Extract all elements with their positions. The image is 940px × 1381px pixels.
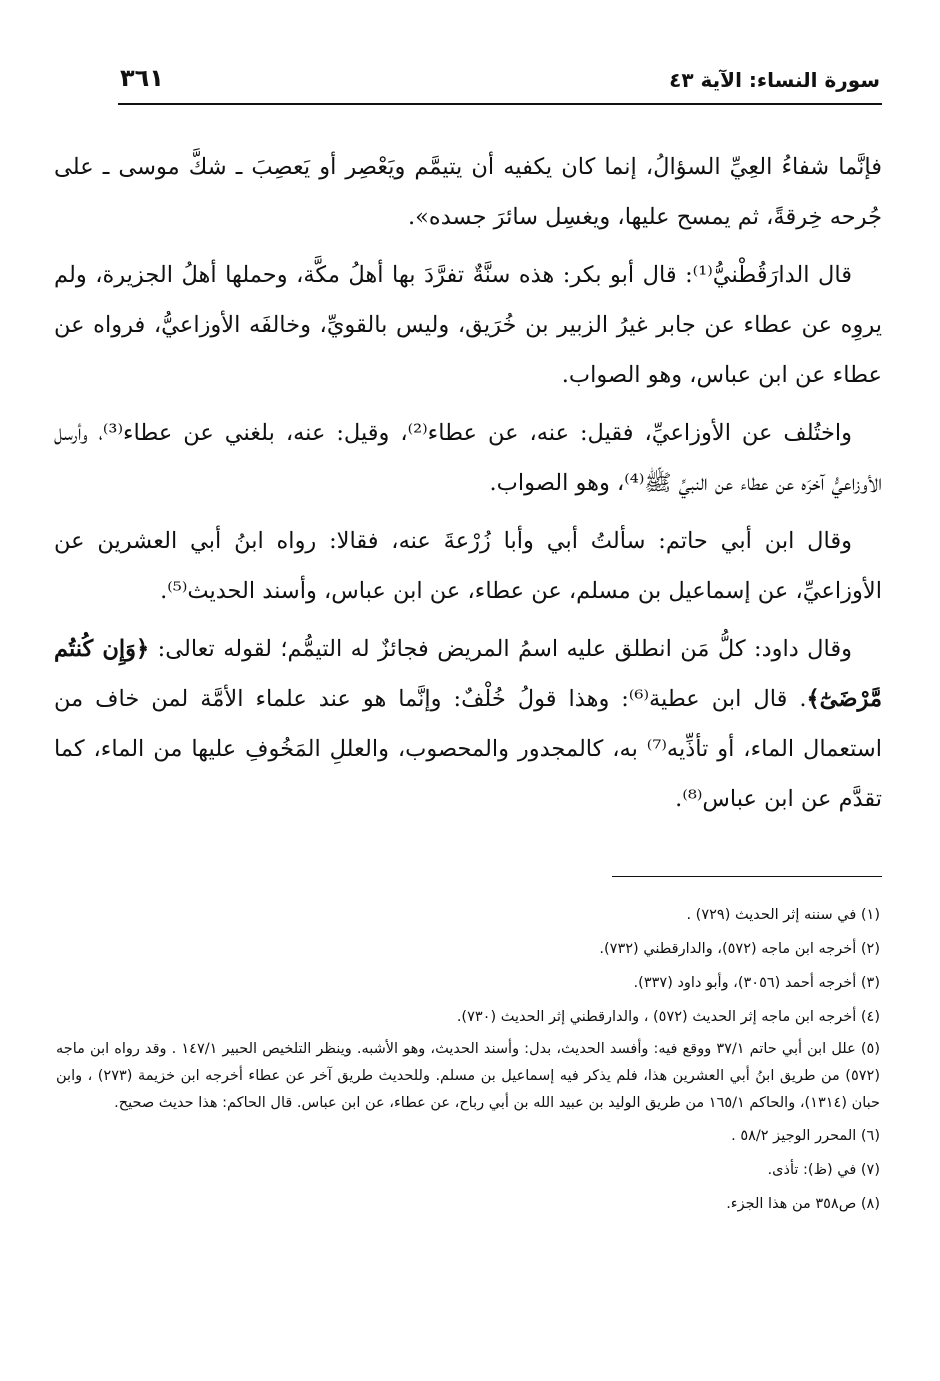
paragraph-4: وقال ابن أبي حاتم: سألتُ أبي وأبا زُرْعةَ عنه، فقالا: رواه ابنُ أبي العشرين عن الأوزاعيِّ، عن إسماعيل بن مسلم، عن عطاء، عن ابن عباس، وأسند الحديث⁽⁵⁾. xyxy=(54,528,882,604)
footnotes xyxy=(56,900,880,1223)
paragraph-1: فإنَّما شفاءُ العِيِّ السؤالُ، إنما كان يكفيه أن يتيمَّم ويَعْصِر أو يَعصِبَ ـ شكَّ موسى ـ على جُرحه خِرقةً، ثم يمسح عليها، ويغسِل سائرَ جسده». xyxy=(54,154,882,230)
paragraph-5-intro: وقال داود: كلُّ مَن انطلق عليه اسمُ المريض فجائزٌ له التيمُّم؛ لقوله تعالى: xyxy=(149,636,852,662)
paragraph-2: قال الدارَقُطْنيُّ⁽¹⁾: قال أبو بكر: هذه سنَّةٌ تفرَّدَ بها أهلُ مكَّة، وحملها أهلُ الجزيرة، ولم يروِه عن عطاء عن جابر غيرُ الزبير بن خُرَيق، وليس بالقويِّ، وخالفَه الأوزاعيُّ، فرواه عن عطاء عن ابن عباس، وهو الصواب. xyxy=(54,262,882,388)
header-divider xyxy=(118,103,882,105)
footnote-7: (٧) في (ظ): تأذى. xyxy=(767,1162,880,1178)
footnote-4: (٤) أخرجه ابن ماجه إثر الحديث (٥٧٢) ، والدارقطني إثر الحديث (٧٣٠). xyxy=(456,1009,880,1025)
surah-title: سورة النساء: الآية ٤٣ xyxy=(669,68,880,92)
paragraph-5-rest: . قال ابن عطية⁽⁶⁾: وهذا قولُ خُلْفٌ: وإنَّما هو عند علماء الأمَّة لمن خاف من استعمال الماء، أو تأذِّيه⁽⁷⁾ به، كالمجدور والمحصوب، والعللِ المَخُوفِ عليها من الماء، كما تقدَّم عن ابن عباس⁽⁸⁾. xyxy=(54,686,882,812)
page-number: ٣٦١ xyxy=(120,64,164,92)
paragraph-3: واختُلف عن الأوزاعيِّ، فقيل: عنه، عن عطاء⁽²⁾، وقيل: عنه، بلغني عن عطاء⁽³⁾، وأرسل الأوزاعيُّ آخرَه عن عطاء عن النبيِّ ﷺ⁽⁴⁾، وهو الصواب. xyxy=(54,420,882,496)
footnote-3: (٣) أخرجه أحمد (٣٠٥٦)، وأبو داود (٣٣٧). xyxy=(633,975,880,991)
footnote-5: (٥) علل ابن أبي حاتم ٣٧/١ ووقع فيه: وأفسد الحديث، بدل: وأسند الحديث، وهو الأشبه. وينظر التلخيص الحبير ١٤٧/١ . وقد رواه ابن ماجه (٥٧٢) من طريق ابنُ أبي العشرين هذا، فلم يذكر فيه إسماعيل بن مسلم. وللحديث طريق آخر عن عطاء أخرجه ابن خزيمة (٢٧٣) ، وابن حبان (١٣١٤)، والحاكم ١٦٥/١ من طريق الوليد بن عبيد الله بن أبي رباح، عن عطاء، عن ابن عباس. قال الحاكم: هذا حديث صحيح. xyxy=(56,1041,880,1111)
footnote-2: (٢) أخرجه ابن ماجه (٥٧٢)، والدارقطني (٧٣٢). xyxy=(599,941,880,957)
footnote-1: (١) في سننه إثر الحديث (٧٢٩) . xyxy=(686,907,880,923)
footnote-6: (٦) المحرر الوجيز ٥٨/٢ . xyxy=(731,1128,880,1144)
main-text xyxy=(54,142,882,832)
footnote-divider xyxy=(612,876,882,877)
running-header xyxy=(120,62,880,102)
footnote-8: (٨) ص٣٥٨ من هذا الجزء. xyxy=(726,1196,880,1212)
quran-verse: ﴿وَإِن كُنتُم مَّرْضَىٰٓ﴾ xyxy=(54,636,882,712)
paragraph-5 xyxy=(54,624,882,824)
